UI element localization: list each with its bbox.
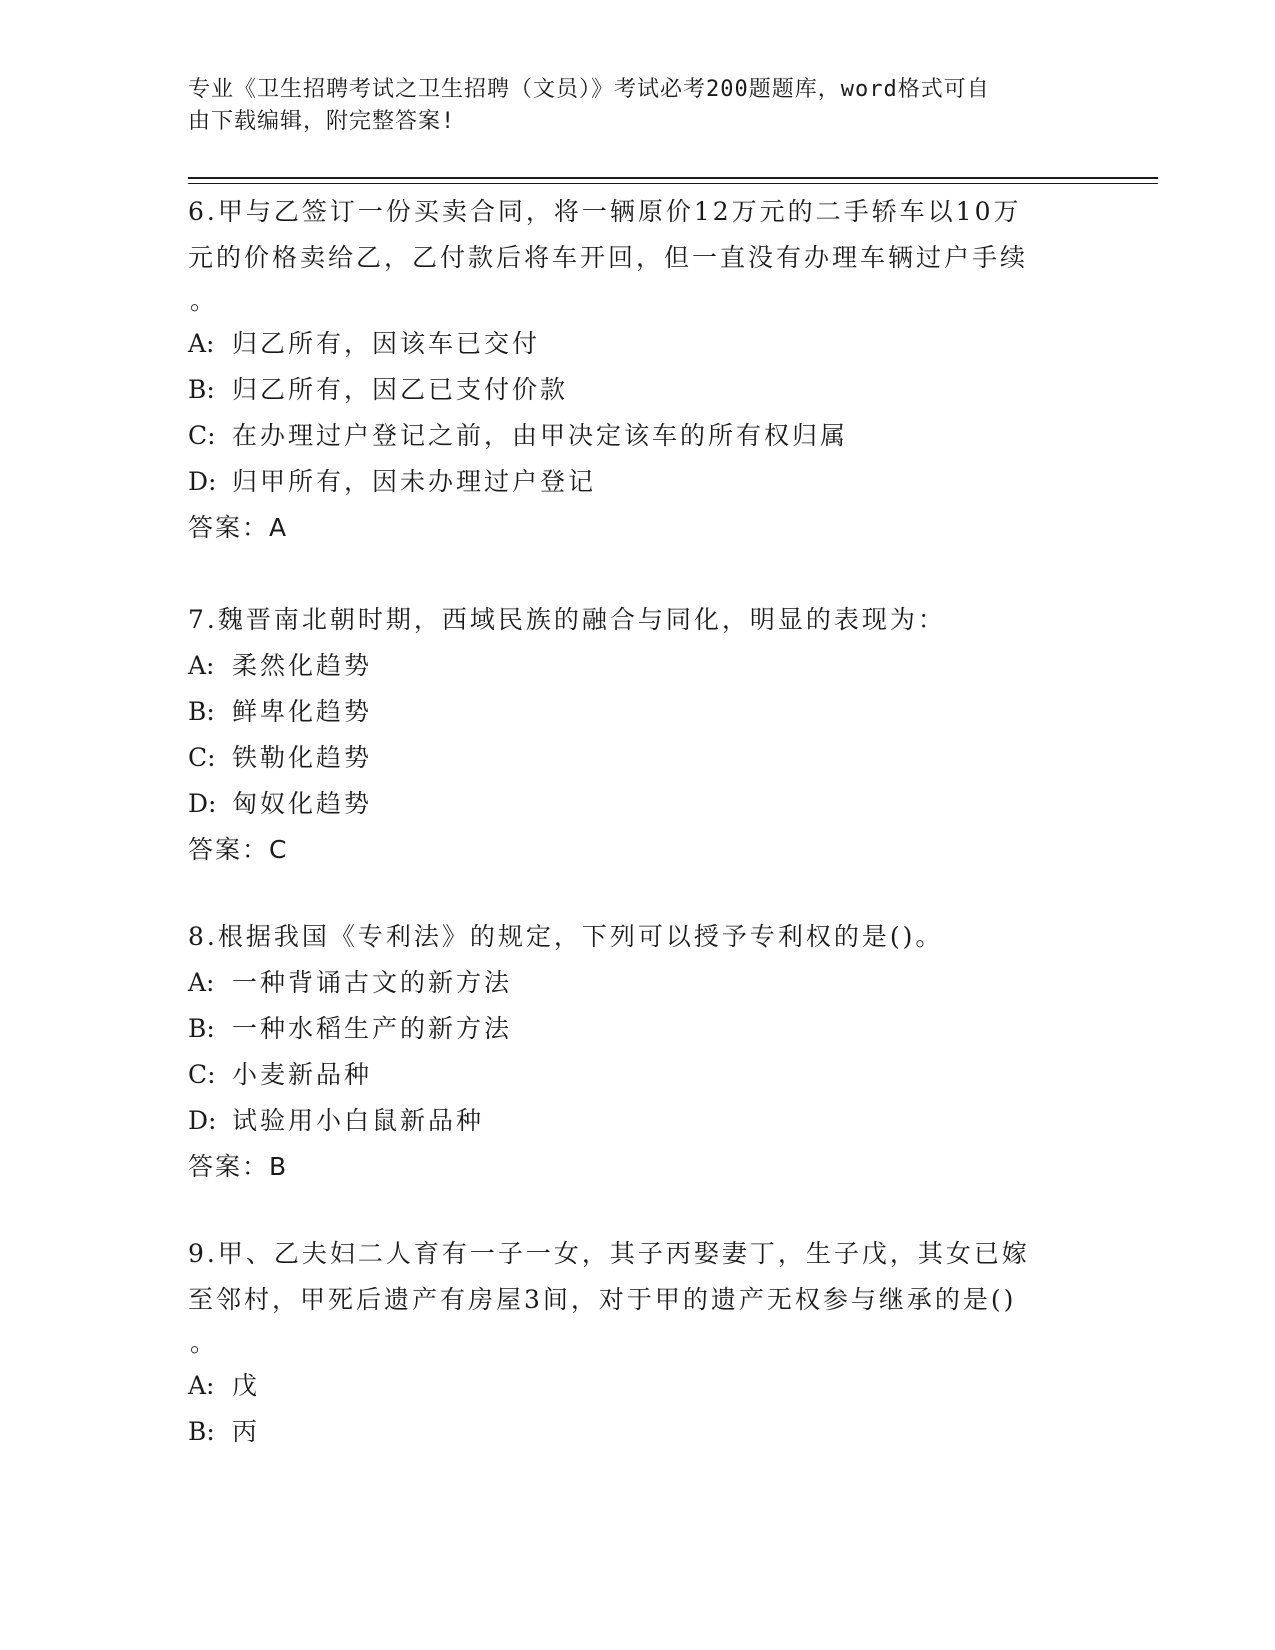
- option-key: A:: [188, 968, 215, 997]
- question-stem-line: 至邻村，甲死后遗产有房屋3间，对于甲的遗产无权参与继承的是(): [188, 1285, 1017, 1314]
- option-text: 铁勒化趋势: [232, 743, 373, 772]
- header-line-2: 由下载编辑，附完整答案!: [188, 109, 456, 134]
- header-divider-thick: [188, 177, 1158, 179]
- option-a: [188, 643, 1068, 689]
- question-stem-end: 。: [190, 1328, 216, 1357]
- option-key: C:: [188, 1060, 216, 1089]
- question-stem-line: 7.魏晋南北朝时期，西域民族的融合与同化，明显的表现为：: [188, 605, 946, 634]
- answer-line: 答案：C: [188, 835, 289, 864]
- question-8: [188, 914, 1068, 1190]
- option-key: C:: [188, 421, 216, 450]
- document-header: [188, 74, 1068, 138]
- option-key: D:: [188, 789, 217, 818]
- question-stem-end: 。: [190, 286, 216, 315]
- question-7: [188, 597, 1068, 873]
- option-key: B:: [188, 697, 215, 726]
- option-c: [188, 413, 1068, 459]
- option-c: [188, 735, 1068, 781]
- option-text: 一种背诵古文的新方法: [232, 968, 513, 997]
- question-stem-line: 9.甲、乙夫妇二人育有一子一女，其子丙娶妻丁，生子戊，其女已嫁: [188, 1239, 1030, 1268]
- option-text: 丙: [232, 1417, 261, 1446]
- option-c: [188, 1052, 1068, 1098]
- option-text: 在办理过户登记之前，由甲决定该车的所有权归属: [232, 421, 849, 450]
- option-key: D:: [188, 1106, 217, 1135]
- option-text: 归甲所有，因未办理过户登记: [232, 467, 597, 496]
- option-key: A:: [188, 329, 215, 358]
- option-text: 匈奴化趋势: [232, 789, 373, 818]
- header-divider-thin: [188, 183, 1158, 184]
- option-text: 试验用小白鼠新品种: [232, 1106, 485, 1135]
- option-key: B:: [188, 375, 215, 404]
- option-text: 柔然化趋势: [232, 651, 373, 680]
- option-text: 小麦新品种: [232, 1060, 373, 1089]
- option-a: [188, 960, 1068, 1006]
- option-key: B:: [188, 1417, 215, 1446]
- answer-line: 答案：A: [188, 513, 289, 542]
- option-text: 戊: [232, 1371, 261, 1400]
- option-key: D:: [188, 467, 217, 496]
- question-stem-line: 元的价格卖给乙，乙付款后将车开回，但一直没有办理车辆过户手续: [188, 243, 1029, 272]
- option-text: 鲜卑化趋势: [232, 697, 373, 726]
- option-text: 归乙所有，因乙已支付价款: [232, 375, 569, 404]
- option-a: [188, 321, 1068, 367]
- option-d: [188, 781, 1068, 827]
- question-9: [188, 1231, 1068, 1455]
- option-key: A:: [188, 1371, 215, 1400]
- option-b: [188, 367, 1068, 413]
- option-key: A:: [188, 651, 215, 680]
- option-a: [188, 1363, 1068, 1409]
- option-b: [188, 689, 1068, 735]
- option-text: 归乙所有，因该车已交付: [232, 329, 541, 358]
- option-b: [188, 1409, 1068, 1455]
- question-6: [188, 189, 1068, 551]
- answer-line: 答案：B: [188, 1152, 289, 1181]
- option-key: B:: [188, 1014, 215, 1043]
- question-stem-line: 8.根据我国《专利法》的规定，下列可以授予专利权的是()。: [188, 922, 944, 951]
- option-text: 一种水稻生产的新方法: [232, 1014, 513, 1043]
- question-stem-line: 6.甲与乙签订一份买卖合同，将一辆原价12万元的二手轿车以10万: [188, 197, 1022, 226]
- option-b: [188, 1006, 1068, 1052]
- option-d: [188, 459, 1068, 505]
- option-d: [188, 1098, 1068, 1144]
- header-line-1: 专业《卫生招聘考试之卫生招聘（文员）》考试必考200题题库，word格式可自: [188, 77, 990, 102]
- option-key: C:: [188, 743, 216, 772]
